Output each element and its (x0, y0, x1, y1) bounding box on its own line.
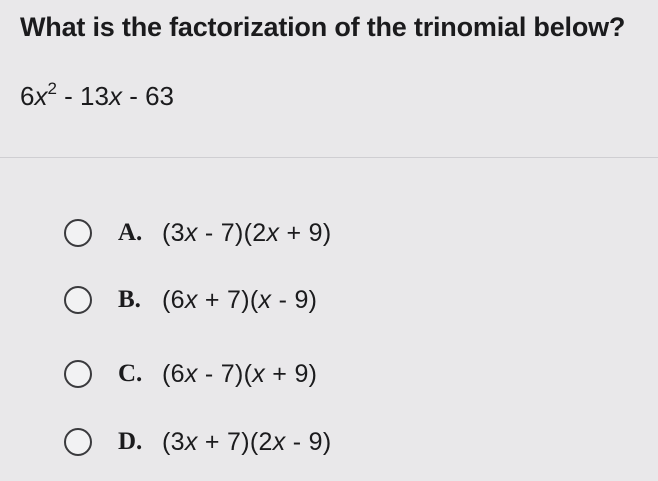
option-c[interactable] (64, 354, 317, 394)
option-a[interactable] (64, 213, 331, 253)
option-answer-b: (6x + 7)(x - 9) (162, 285, 318, 314)
expr-middle: - 13 (56, 81, 109, 111)
expr-coefficient: 6 (20, 81, 35, 111)
trinomial-expression (20, 81, 174, 112)
option-answer-a: (3x - 7)(2x + 9) (162, 218, 332, 247)
radio-button-c[interactable] (64, 360, 92, 388)
option-b[interactable] (64, 280, 317, 320)
expr-exponent: 2 (47, 79, 57, 99)
radio-button-d[interactable] (64, 428, 92, 456)
question-text: What is the factorization of the trinomial below? (20, 12, 626, 42)
divider (0, 157, 658, 158)
expr-variable-2: x (108, 81, 122, 111)
option-letter-a: A. (118, 219, 143, 246)
option-letter-b: B. (118, 286, 141, 313)
option-letter-d: D. (118, 428, 143, 455)
option-answer-c: (6x - 7)(x + 9) (162, 359, 318, 388)
option-letter-c: C. (118, 360, 143, 387)
option-d[interactable] (64, 422, 331, 462)
option-answer-d: (3x + 7)(2x - 9) (162, 427, 332, 456)
radio-button-b[interactable] (64, 286, 92, 314)
radio-button-a[interactable] (64, 219, 92, 247)
expr-variable: x (34, 81, 48, 111)
expr-constant: - 63 (121, 81, 174, 111)
